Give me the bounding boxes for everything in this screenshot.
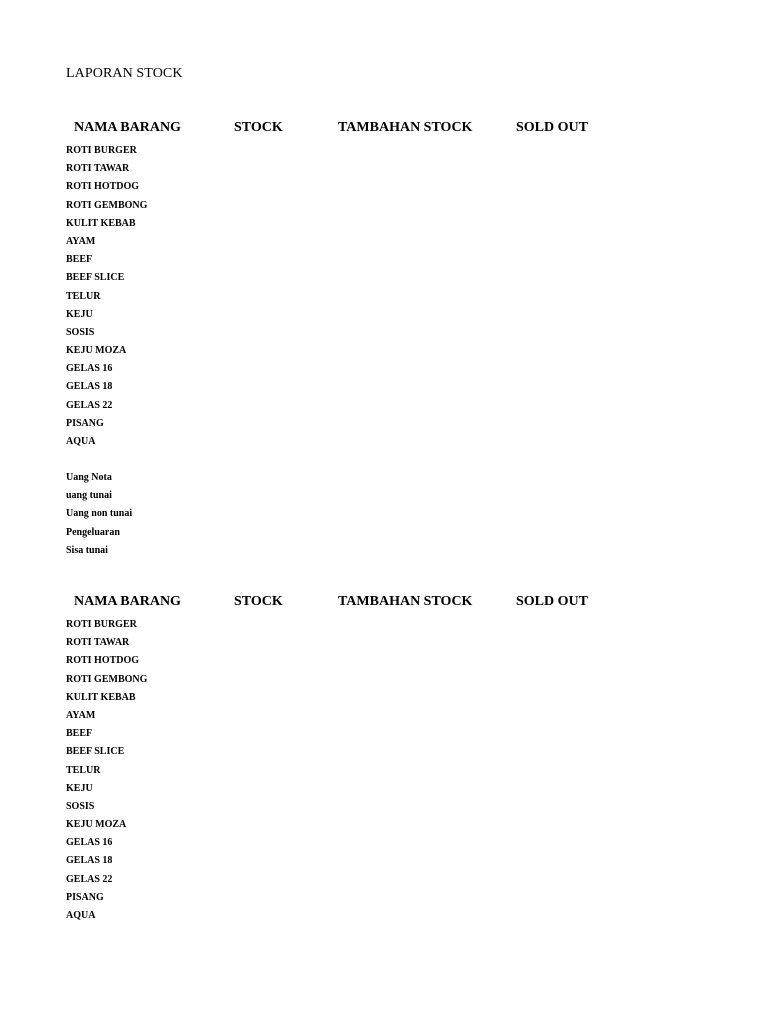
item-row: GELAS 16 — [66, 837, 113, 849]
page-title: LAPORAN STOCK — [66, 66, 183, 81]
item-row: GELAS 18 — [66, 381, 113, 393]
summary-pengeluaran: Pengeluaran — [66, 526, 120, 538]
item-list — [0, 616, 768, 925]
summary-uang-nota: Uang Nota — [66, 472, 112, 483]
cash-summary — [0, 469, 768, 560]
header-tambahan-stock: TAMBAHAN STOCK — [338, 594, 473, 609]
item-row: ROTI GEMBONG — [66, 199, 148, 211]
item-row: BEEF — [66, 728, 93, 740]
item-row: KEJU — [66, 308, 93, 320]
item-row: BEEF SLICE — [66, 272, 125, 284]
stock-table-2 — [0, 594, 768, 925]
item-row: ROTI HOTDOG — [66, 181, 140, 193]
header-nama-barang: NAMA BARANG — [74, 594, 181, 609]
item-row: TELUR — [66, 764, 101, 776]
item-row: AYAM — [66, 709, 96, 721]
item-row: GELAS 22 — [66, 873, 113, 885]
item-row: GELAS 16 — [66, 363, 113, 375]
item-row: ROTI BURGER — [66, 145, 137, 156]
item-row: KEJU MOZA — [66, 819, 127, 831]
item-row: TELUR — [66, 290, 101, 302]
header-sold-out: SOLD OUT — [516, 120, 588, 135]
header-sold-out: SOLD OUT — [516, 594, 588, 609]
summary-uang-tunai: uang tunai — [66, 490, 112, 502]
item-row: ROTI BURGER — [66, 619, 137, 630]
stock-table-1 — [0, 120, 768, 451]
item-row: ROTI GEMBONG — [66, 673, 148, 685]
item-row: ROTI TAWAR — [66, 637, 130, 649]
item-row: BEEF — [66, 254, 93, 266]
item-row: SOSIS — [66, 326, 95, 338]
item-row: KEJU MOZA — [66, 345, 127, 357]
header-nama-barang: NAMA BARANG — [74, 120, 181, 135]
item-row: KEJU — [66, 782, 93, 794]
header-tambahan-stock: TAMBAHAN STOCK — [338, 120, 473, 135]
item-row: AQUA — [66, 436, 96, 447]
item-row: PISANG — [66, 417, 104, 429]
item-row: AQUA — [66, 910, 96, 921]
summary-uang-non-tunai: Uang non tunai — [66, 508, 133, 520]
item-row: KULIT KEBAB — [66, 691, 136, 703]
item-row: BEEF SLICE — [66, 746, 125, 758]
item-row: GELAS 18 — [66, 855, 113, 867]
header-stock: STOCK — [234, 594, 283, 609]
item-row: KULIT KEBAB — [66, 217, 136, 229]
item-row: PISANG — [66, 891, 104, 903]
item-row: ROTI TAWAR — [66, 163, 130, 175]
table-header — [0, 594, 768, 616]
item-row: SOSIS — [66, 800, 95, 812]
item-row: ROTI HOTDOG — [66, 655, 140, 667]
summary-sisa-tunai: Sisa tunai — [66, 544, 108, 556]
item-row: AYAM — [66, 235, 96, 247]
header-stock: STOCK — [234, 120, 283, 135]
item-row: GELAS 22 — [66, 399, 113, 411]
table-header — [0, 120, 768, 142]
item-list — [0, 142, 768, 451]
